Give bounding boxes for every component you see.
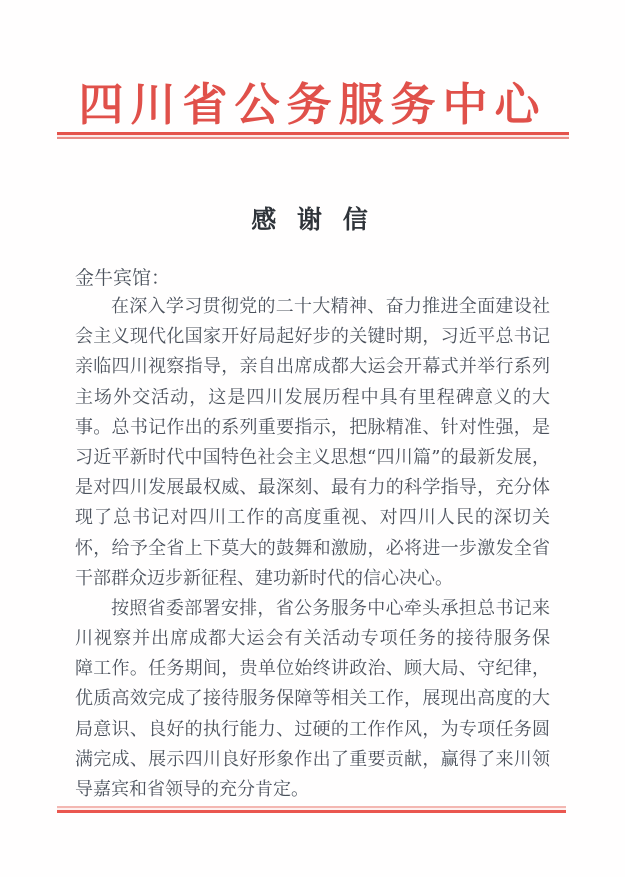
letter-title: 感 谢 信 xyxy=(251,205,374,234)
letterhead-rule xyxy=(57,132,569,139)
body-line: 主场外交活动，这是四川发展历程中具有里程碑意义的大 xyxy=(75,386,550,408)
body-line: 在深入学习贯彻党的二十大精神、奋力推进全面建设社 xyxy=(111,296,550,317)
body-line: 导嘉宾和省领导的充分肯定。 xyxy=(75,779,309,800)
body-line: 按照省委部署安排，省公务服务中心牵头承担总书记来 xyxy=(111,597,550,619)
body-line: 怀，给予全省上下莫大的鼓舞和激励，必将进一步激发全省 xyxy=(75,537,550,559)
body-line: 满完成、展示四川良好形象作出了重要贡献，赢得了来川领 xyxy=(75,748,550,770)
body-line: 现了总书记对四川工作的高度重视、对四川人民的深切关 xyxy=(75,507,550,529)
body-line: 习近平新时代中国特色社会主义思想“四川篇”的最新发展， xyxy=(75,446,550,468)
letter-body xyxy=(75,292,550,805)
body-line: 障工作。任务期间，贵单位始终讲政治、顾大局、守纪律， xyxy=(75,658,550,680)
body-line: 局意识、良好的执行能力、过硬的工作作风，为专项任务圆 xyxy=(75,718,550,740)
letterhead-rule-thin xyxy=(57,137,569,139)
letterhead-org-name: 四川省公务服务中心 xyxy=(78,78,547,131)
body-line: 会主义现代化国家开好局起好步的关键时期，习近平总书记 xyxy=(75,326,550,348)
footer-rule-thick xyxy=(57,810,566,813)
body-line: 川视察并出席成都大运会有关活动专项任务的接待服务保 xyxy=(75,628,550,650)
footer-rule xyxy=(57,806,566,813)
body-line: 干部群众迈步新征程、建功新时代的信心决心。 xyxy=(75,567,453,589)
body-line: 事。总书记作出的系列重要指示，把脉精准、针对性强，是 xyxy=(75,416,550,438)
body-line: 优质高效完成了接待服务保障等相关工作，展现出高度的大 xyxy=(75,688,550,710)
salutation: 金牛宾馆： xyxy=(75,267,171,289)
body-line: 亲临四川视察指导，亲自出席成都大运会开幕式并举行系列 xyxy=(75,356,550,378)
body-line: 是对四川发展最权威、最深刻、最有力的科学指导，充分体 xyxy=(75,477,550,499)
